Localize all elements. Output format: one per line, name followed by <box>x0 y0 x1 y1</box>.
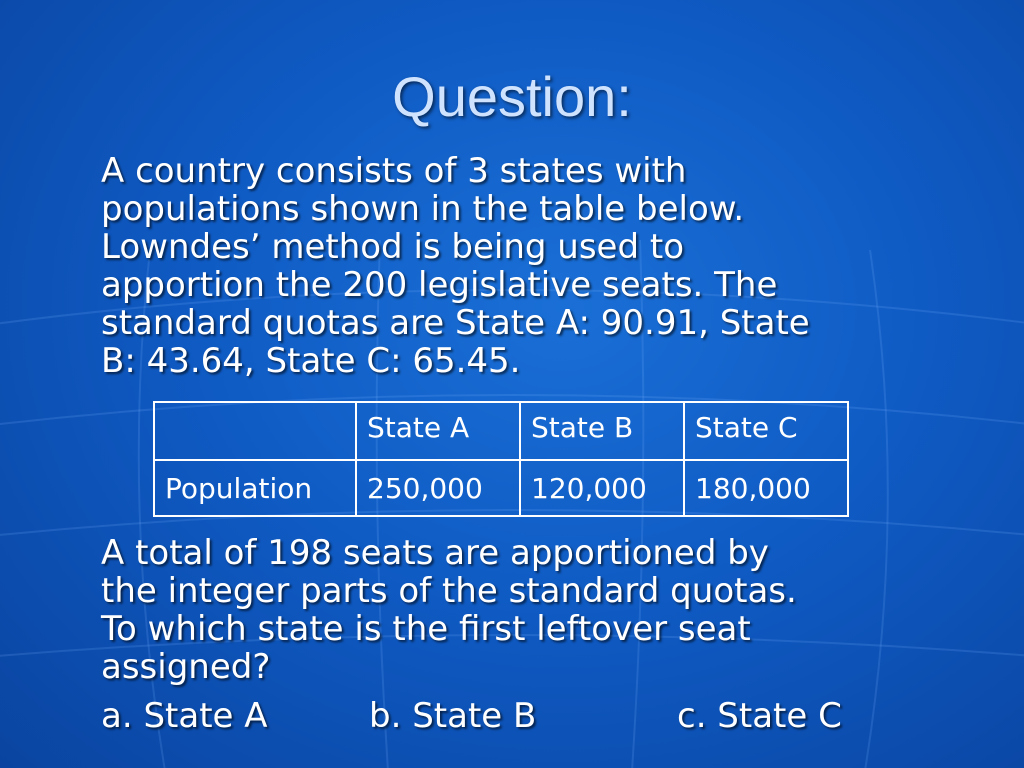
question-line: populations shown in the table below. <box>101 189 745 229</box>
question-line: B: 43.64, State C: 65.45. <box>101 341 521 381</box>
question-line: A country consists of 3 states with <box>101 151 687 191</box>
table-header-cell: State C <box>684 402 848 460</box>
follow-up-line: To which state is the first leftover seat <box>101 609 751 649</box>
table-cell: 250,000 <box>356 460 520 516</box>
table-header-cell-empty <box>154 402 356 460</box>
question-paragraph <box>101 152 981 380</box>
answer-choice-a: a. State A <box>101 696 268 736</box>
follow-up-paragraph <box>101 534 981 686</box>
table-row <box>154 460 848 516</box>
question-line: apportion the 200 legislative seats. The <box>101 265 778 305</box>
follow-up-line: assigned? <box>101 647 271 687</box>
question-line: Lowndes’ method is being used to <box>101 227 684 267</box>
table-header-row <box>154 402 848 460</box>
slide-title: Question: <box>392 65 632 128</box>
table-cell: 180,000 <box>684 460 848 516</box>
answer-choice-b: b. State B <box>369 696 537 736</box>
table-header-cell: State B <box>520 402 684 460</box>
answer-choice-c: c. State C <box>677 696 842 736</box>
table-row-label: Population <box>154 460 356 516</box>
table-cell: 120,000 <box>520 460 684 516</box>
follow-up-line: the integer parts of the standard quotas. <box>101 571 797 611</box>
question-line: standard quotas are State A: 90.91, State <box>101 303 810 343</box>
follow-up-line: A total of 198 seats are apportioned by <box>101 533 769 573</box>
population-table <box>153 401 849 517</box>
table-header-cell: State A <box>356 402 520 460</box>
